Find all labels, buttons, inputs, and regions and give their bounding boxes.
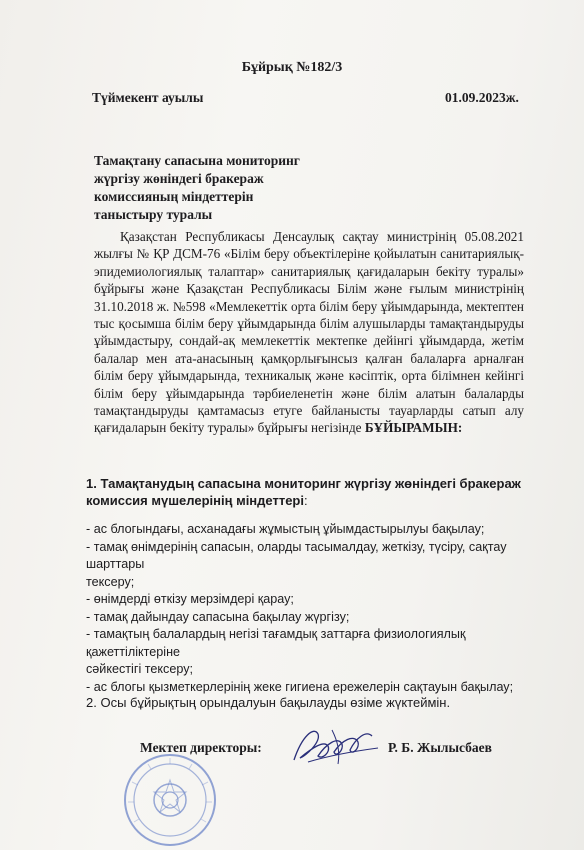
order-title: Бұйрық №182/3	[241, 60, 343, 75]
order-word: БҰЙЫРАМЫН:	[364, 420, 463, 436]
list-item: - ас блогы қызметкерлерінің жеке гигиена ережелерін сақтауын бақылау;	[86, 679, 514, 694]
duties-list	[86, 521, 556, 696]
subject-line: жүргізу жөніндегі бракераж	[94, 171, 264, 186]
list-item: - тамақ дайындау сапасына бақылау жүргізу;	[86, 609, 350, 624]
subject-line: Тамақтану сапасына мониторинг	[94, 153, 300, 168]
section-1-number: 1.	[86, 476, 97, 491]
list-item: шарттары	[86, 557, 145, 571]
section-1-colon: :	[303, 493, 308, 508]
signature-image	[288, 722, 383, 772]
subject-line: комиссияның міндеттерін	[94, 189, 254, 204]
list-item: тексеру;	[86, 574, 135, 589]
list-item: - өнімдерді өткізу мерзімдері қарау;	[86, 592, 294, 606]
list-item: - тамақтың балалардың негізі тағамдық заттарға физиологиялық	[86, 627, 466, 641]
subject-line: таныстыру туралы	[94, 207, 213, 222]
preamble-paragraph	[94, 228, 524, 437]
section-2	[86, 695, 450, 710]
preamble-text: Қазақстан Республикасы Денсаулық сақтау министрінің 05.08.2021 жылғы № ҚР ДСМ-76 «Білім беру объектілеріне қойылатын санитариялық-эпидемиологиялық талаптар» санитариялық қағидаларын бекіту туралы» бұйрығы және Қазақстан Республикасы Білім және ғылым министрінің 31.10.2018 ж. №598 «Мемлекеттік орта білім беру ұйымдарында, мектептен тыс қосымша білім беру ұйымдарында білім алушыларды тамақтандыруды ұйымдастыру, сондай-ақ мемлекеттік мектепке дейінгі ұйымдарда, жетім балалар мен ата-анасының қамқорлығынсыз қалған балаларға арналған білім беру ұйымдарында, техникалық және кәсіптік, орта білімнен кейінгі білім беру ұйымдарында тәрбиеленетін және білім алатын балаларды тамақтандыруды қамтамасыз етуге байланысты тауарларды сатып алу қағидаларын бекіту туралы» бұйрығы негізінде	[94, 229, 524, 436]
section-2-text: Осы бұйрықтың орындалуын бақылауды өзіме жүктеймін.	[96, 695, 451, 710]
section-2-number: 2.	[86, 695, 97, 710]
list-item: - ас блогындағы, асханадағы жұмыстың ұйымдастырылуы бақылау;	[86, 522, 485, 536]
list-item: - тамақ өнімдерінің сапасын, оларды тасымалдау, жеткізу, түсіру, сақтау	[86, 539, 507, 554]
section-1-heading	[86, 475, 546, 509]
list-item: қажеттіліктеріне	[86, 644, 181, 659]
village-name: Түймекент ауылы	[92, 90, 204, 105]
school-seal-stamp	[122, 752, 218, 848]
director-title: Мектеп директоры:	[140, 740, 262, 755]
section-1-heading-line-1: Тамақтанудың сапасына мониторинг жүргізу жөніндегі бракераж	[100, 476, 521, 491]
director-name: Р. Б. Жылысбаев	[388, 740, 492, 755]
order-subject	[94, 152, 334, 224]
list-item: сәйкестігі тексеру;	[86, 662, 193, 676]
section-1-heading-line-2: комиссия мүшелерінің міндеттері	[86, 493, 304, 508]
order-date: 01.09.2023ж.	[445, 90, 519, 105]
